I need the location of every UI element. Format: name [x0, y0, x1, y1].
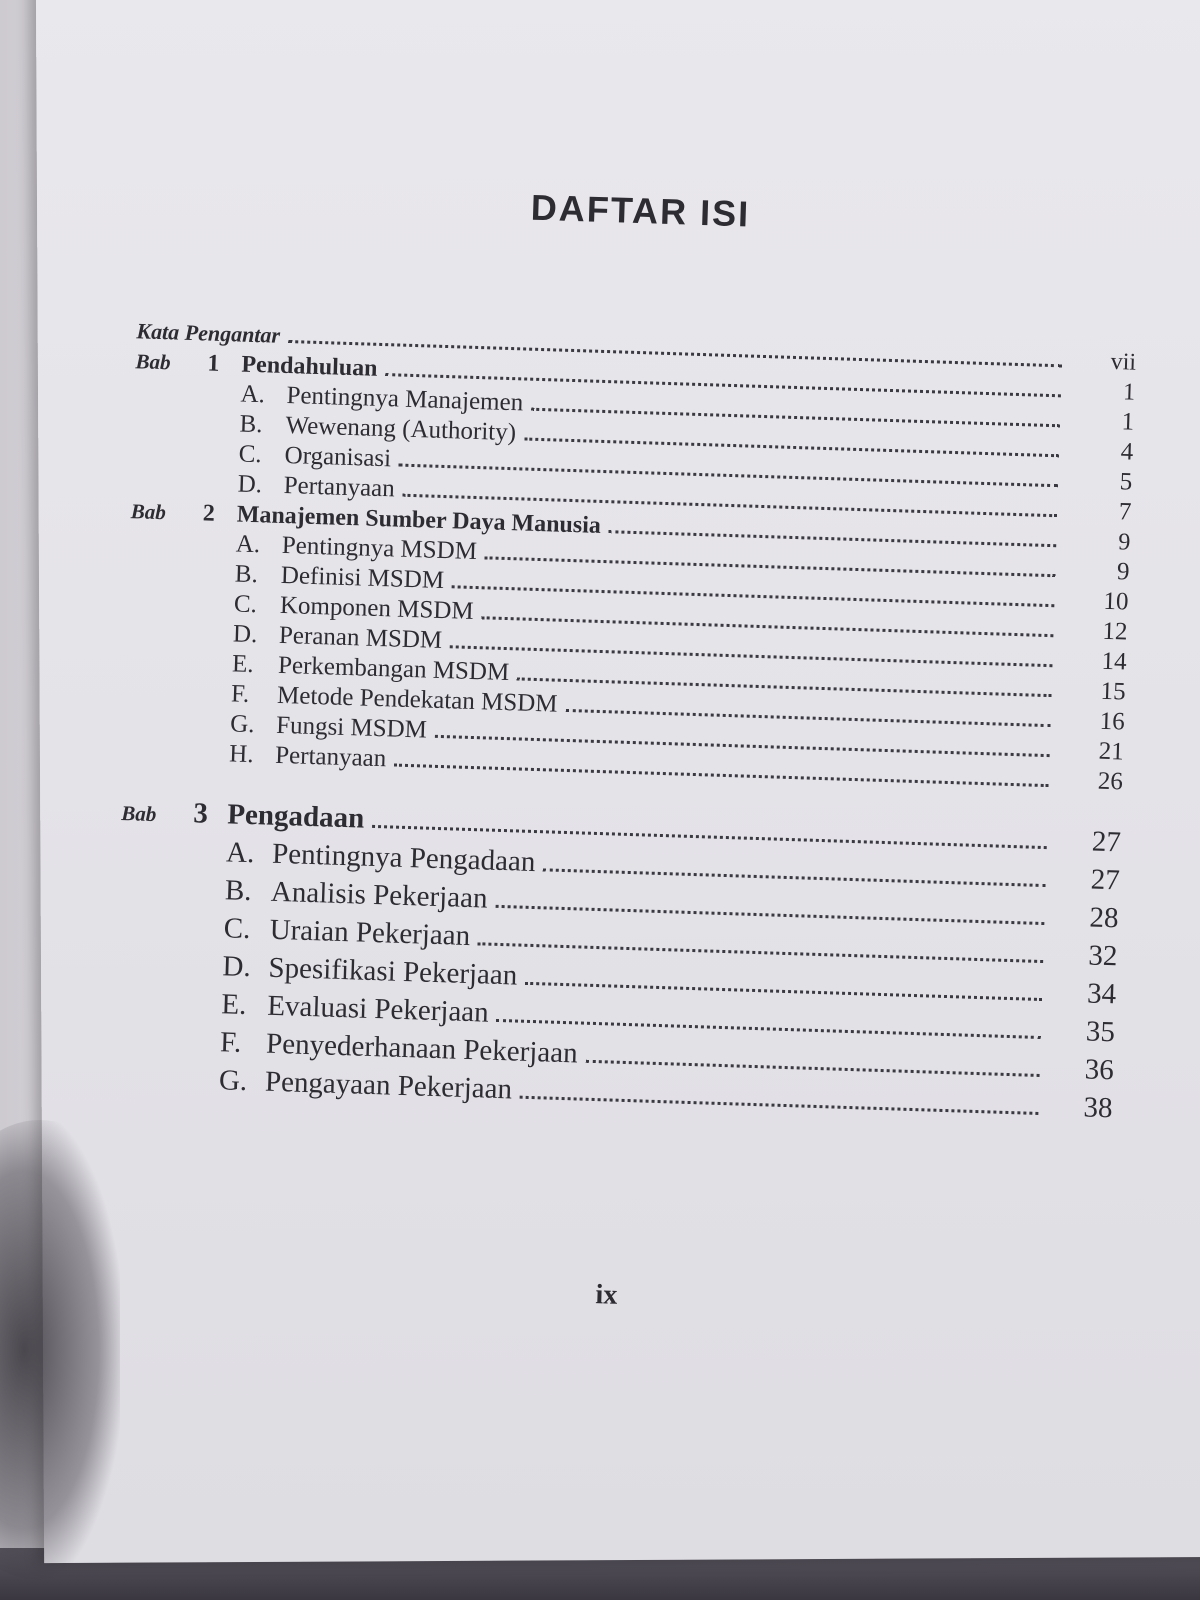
item-label: Pentingnya MSDM [281, 531, 478, 566]
item-letter: F. [230, 680, 250, 708]
item-label: Pentingnya Pengadaan [271, 837, 536, 879]
item-label: Pengayaan Pekerjaan [264, 1065, 513, 1106]
item-letter: G. [229, 710, 255, 739]
item-label: Pertanyaan [283, 471, 396, 503]
item-letter: B. [224, 874, 253, 908]
chapter-title: Manajemen Sumber Daya Manusia [236, 501, 602, 539]
item-letter: A. [240, 380, 266, 409]
leader-dots [520, 1096, 1039, 1115]
item-page: 12 [1102, 617, 1128, 646]
item-page: 36 [1084, 1053, 1115, 1087]
item-letter: C. [233, 590, 258, 619]
item-page: 35 [1085, 1015, 1116, 1049]
item-page: 28 [1089, 901, 1120, 935]
chapter-number: 1 [207, 350, 220, 377]
chapter-prefix: Bab [135, 349, 171, 375]
item-page: 21 [1098, 737, 1125, 766]
item-letter: E. [220, 988, 247, 1022]
item-letter: D. [222, 950, 252, 984]
item-label: Metode Pendekatan MSDM [276, 681, 558, 718]
item-letter: A. [225, 836, 255, 870]
thumb-shadow [0, 1120, 120, 1580]
item-letter: B. [234, 560, 259, 589]
book-page [36, 0, 1200, 1563]
item-label: Penyederhanaan Pekerjaan [265, 1027, 579, 1070]
item-letter: H. [228, 740, 254, 769]
chapter-title: Pendahuluan [241, 351, 378, 382]
item-label: Pentingnya Manajemen [286, 382, 524, 417]
item-label: Definisi MSDM [280, 561, 445, 595]
item-page: 4 [1120, 438, 1134, 466]
item-page: 32 [1087, 939, 1118, 973]
page-title: DAFTAR ISI [530, 186, 751, 235]
chapter-number: 2 [202, 500, 216, 527]
item-page: 16 [1099, 707, 1126, 736]
item-page: 1 [1121, 408, 1135, 436]
item-letter: B. [239, 410, 263, 439]
item-letter: D. [237, 470, 263, 499]
item-label: Wewenang (Authority) [285, 411, 517, 447]
item-page: 10 [1103, 587, 1129, 616]
item-page: 38 [1083, 1091, 1114, 1125]
item-page: 26 [1097, 767, 1124, 796]
item-letter: G. [218, 1064, 248, 1098]
chapter-page: 27 [1091, 825, 1122, 859]
item-page: 7 [1118, 498, 1132, 526]
toc-entry-label: Kata Pengantar [136, 318, 281, 348]
item-letter: E. [231, 650, 255, 679]
item-letter: C. [223, 912, 251, 946]
chapter-page: 9 [1117, 529, 1131, 556]
toc-entry-page: vii [1110, 348, 1137, 376]
item-label: Evaluasi Pekerjaan [266, 989, 490, 1029]
page-number-footer: ix [595, 1279, 618, 1311]
item-label: Analisis Pekerjaan [270, 875, 488, 915]
item-page: 15 [1100, 677, 1127, 706]
item-letter: C. [238, 440, 263, 469]
item-label: Perkembangan MSDM [277, 651, 510, 687]
item-page: 27 [1090, 863, 1121, 897]
chapter-prefix: Bab [130, 499, 167, 525]
chapter-page: 1 [1122, 379, 1136, 406]
item-page: 34 [1086, 977, 1117, 1011]
chapter-number: 3 [192, 797, 209, 830]
item-page: 5 [1119, 468, 1133, 496]
item-page: 14 [1101, 647, 1128, 676]
item-page: 9 [1116, 558, 1130, 586]
item-label: Peranan MSDM [278, 621, 443, 654]
item-label: Fungsi MSDM [275, 711, 428, 744]
item-label: Pertanyaan [274, 741, 387, 773]
item-letter: A. [235, 530, 261, 559]
item-label: Komponen MSDM [279, 591, 475, 625]
item-label: Organisasi [284, 441, 392, 473]
item-letter: F. [219, 1026, 242, 1059]
chapter-title: Pengadaan [226, 798, 365, 835]
item-label: Spesifikasi Pekerjaan [268, 951, 518, 992]
item-letter: D. [232, 620, 258, 649]
toc-list [112, 316, 1136, 1127]
item-label: Uraian Pekerjaan [269, 913, 471, 953]
chapter-prefix: Bab [120, 801, 157, 827]
table-of-contents [105, 174, 1141, 1355]
